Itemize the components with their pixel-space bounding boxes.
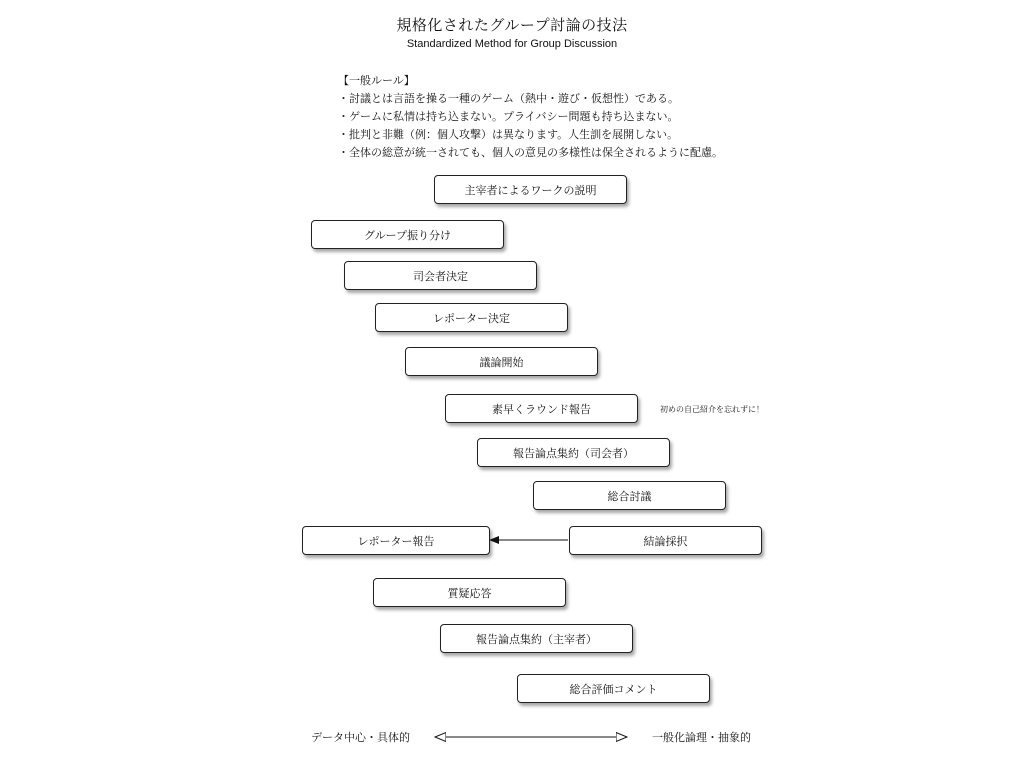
general-rules <box>338 72 723 162</box>
rule-item: ・ゲームに私情は持ち込まない。プライバシー問題も持ち込まない。 <box>338 110 679 123</box>
step-moderator-summary: 報告論点集約（司会者） <box>477 438 670 467</box>
diagram-subtitle: Standardized Method for Group Discussion <box>406 38 618 50</box>
step-discussion-start: 議論開始 <box>405 347 598 376</box>
rule-item: ・批判と非難（例：個人攻撃）は異なります。人生訓を展開しない。 <box>338 128 679 141</box>
step-group-assignment: グループ振り分け <box>311 220 504 249</box>
rules-heading: 【一般ルール】 <box>338 74 415 87</box>
step-reporter-report: レポーター報告 <box>302 526 490 555</box>
step-work-explanation: 主宰者によるワークの説明 <box>434 175 627 204</box>
step-moderator-selection: 司会者決定 <box>344 261 537 290</box>
step-quick-round-report: 素早くラウンド報告 <box>445 394 638 423</box>
step-overall-evaluation: 総合評価コメント <box>517 674 710 703</box>
axis-right-label: 一般化論理・抽象的 <box>652 731 751 744</box>
rule-item: ・全体の総意が統一されても、個人の意見の多様性は保全されるように配慮。 <box>338 146 723 159</box>
step-conclusion-adoption: 結論採択 <box>569 526 762 555</box>
rule-item: ・討議とは言語を操る一種のゲーム（熱中・遊び・仮想性）である。 <box>338 92 679 105</box>
step-host-summary: 報告論点集約（主宰者） <box>440 624 633 653</box>
self-intro-note: 初めの自己紹介を忘れずに！ <box>660 405 764 414</box>
axis-left-label: データ中心・具体的 <box>311 731 410 744</box>
step-qa: 質疑応答 <box>373 578 566 607</box>
step-general-discussion: 総合討議 <box>533 481 726 510</box>
diagram-title: 規格化されたグループ討論の技法 <box>396 16 628 34</box>
step-reporter-selection: レポーター決定 <box>375 303 568 332</box>
